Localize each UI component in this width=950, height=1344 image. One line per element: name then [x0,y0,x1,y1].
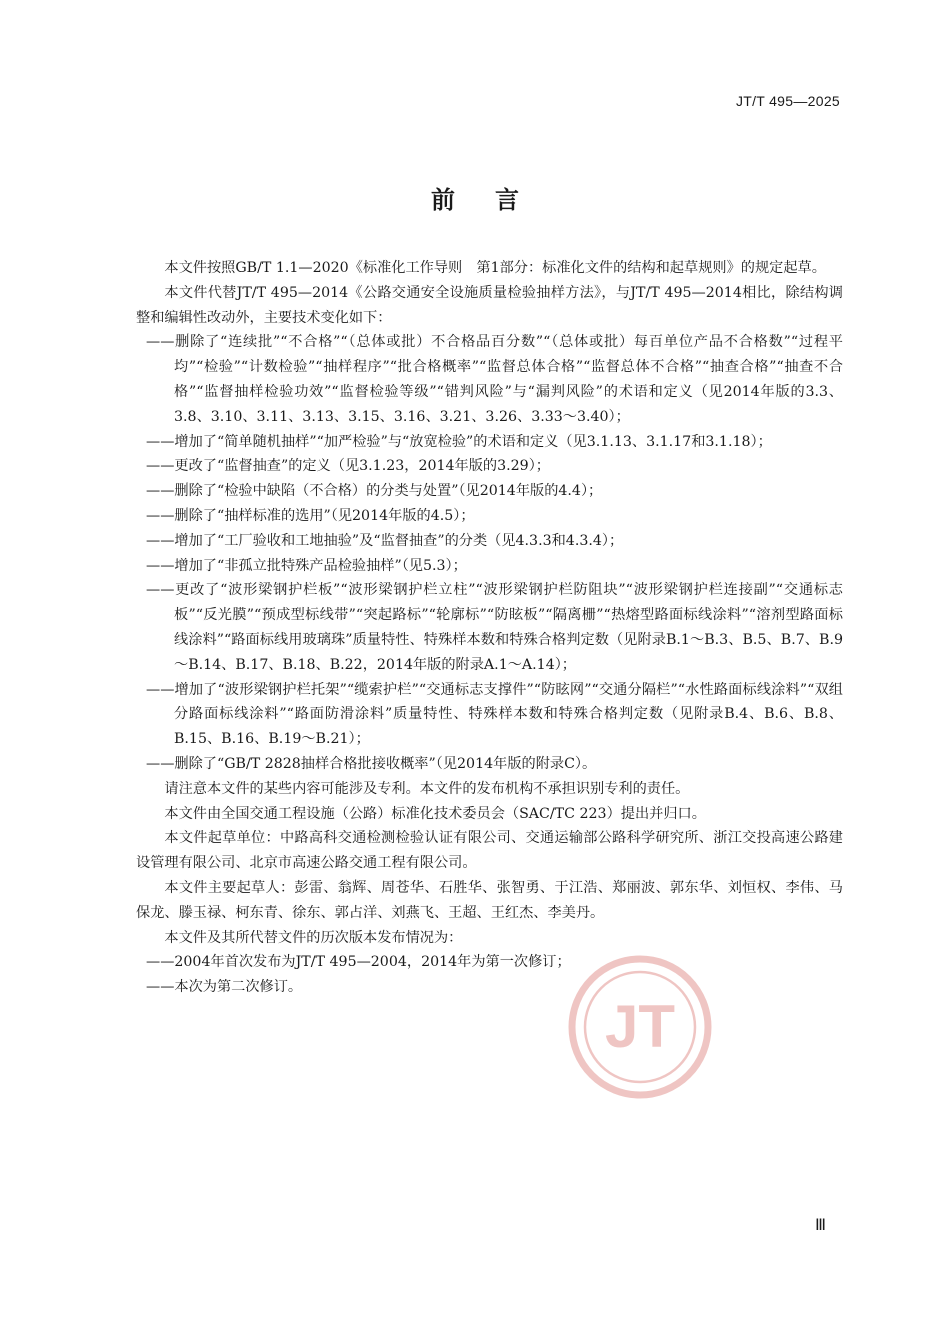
change-list-item: ——删除了“GB/T 2828抽样合格批接收概率”（见2014年版的附录C）。 [146,755,597,772]
page-number: Ⅲ [814,1217,826,1234]
version-history-item: ——本次为第二次修订。 [146,979,303,996]
change-list-item: ——更改了“波形梁钢护栏板”“波形梁钢护栏立柱”“波形梁钢护栏防阻块”“波形梁钢护栏连接副”“交通标志板”“反光膜”“预成型标线带”“突起路标”“轮廓标”“防眩板”“隔离栅”“热熔型路面标线涂料”“溶剂型路面标线涂料”“路面标线用玻璃珠”质量特性、特殊样本数和特殊合格判定数（见附录B.1～B.3、B.5、B.7、B.9～B.14、B.17、B.18、B.22，2014年版的附录A.1～A.14）； [146,582,843,673]
document-body [136,256,843,1000]
body-paragraph: 本文件按照GB/T 1.1—2020《标准化工作导则 第1部分：标准化文件的结构和起草规则》的规定起草。 [164,260,826,276]
change-list-item: ——更改了“监督抽查”的定义（见3.1.23，2014年版的3.29）； [146,458,550,475]
change-list-item: ——增加了“波形梁钢护栏托架”“缆索护栏”“交通标志支撑件”“防眩网”“交通分隔栏”“水性路面标线涂料”“双组分路面标线涂料”“路面防滑涂料”质量特性、特殊样本数和特殊合格判定数（见附录B.4、B.6、B.8、B.15、B.16、B.19～B.21）； [146,681,843,748]
change-list-item: ——增加了“非孤立批特殊产品检验抽样”（见5.3）； [146,557,467,574]
change-list-item: ——增加了“简单随机抽样”“加严检验”与“放宽检验”的术语和定义（见3.1.13、3.1.17和3.1.18）； [146,433,772,450]
change-list-item: ——删除了“抽样标准的选用”（见2014年版的4.5）； [146,507,475,524]
body-paragraph: 本文件代替JT/T 495—2014《公路交通安全设施质量检验抽样方法》，与JT/T 495—2014相比，除结构调整和编辑性改动外，主要技术变化如下： [136,284,843,326]
body-paragraph: 本文件起草单位：中路高科交通检测检验认证有限公司、交通运输部公路科学研究所、浙江交投高速公路建设管理有限公司、北京市高速公路交通工程有限公司。 [136,830,843,872]
body-paragraph: 本文件由全国交通工程设施（公路）标准化技术委员会（SAC/TC 223）提出并归口。 [164,805,706,822]
body-paragraph: 本文件主要起草人：彭雷、翁辉、周苍华、石胜华、张智勇、于江浩、郑丽波、郭东华、刘恒权、李伟、马保龙、滕玉禄、柯东青、徐东、郭占洋、刘燕飞、王超、王红杰、李美丹。 [136,879,843,921]
version-history-item: ——2004年首次发布为JT/T 495—2004，2014年为第一次修订； [146,954,571,971]
change-list-item: ——增加了“工厂验收和工地抽验”及“监督抽查”的分类（见4.3.3和4.3.4）； [146,532,624,549]
body-paragraph: 本文件及其所代替文件的历次版本发布情况为： [164,929,463,946]
change-list-item: ——删除了“连续批”“不合格”“（总体或批）不合格品百分数”“（总体或批）每百单位产品不合格数”“过程平均”“检验”“计数检验”“抽样程序”“批合格概率”“监督总体合格”“监督总体不合格”“抽查合格”“抽查不合格”“监督抽样检验功效”“监督检验等级”“错判风险”与“漏判风险”的术语和定义（见2014年版的3.3、3.8、3.10、3.11、3.13、3.15、3.16、3.21、3.26、3.33～3.40）； [146,334,843,425]
page-title: 前言 [431,186,559,214]
watermark-text: JT [604,993,676,1060]
change-list-item: ——删除了“检验中缺陷（不合格）的分类与处置”（见2014年版的4.4）； [146,483,603,500]
body-paragraph: 请注意本文件的某些内容可能涉及专利。本文件的发布机构不承担识别专利的责任。 [164,780,690,797]
header-standard-code: JT/T 495—2025 [735,93,840,109]
